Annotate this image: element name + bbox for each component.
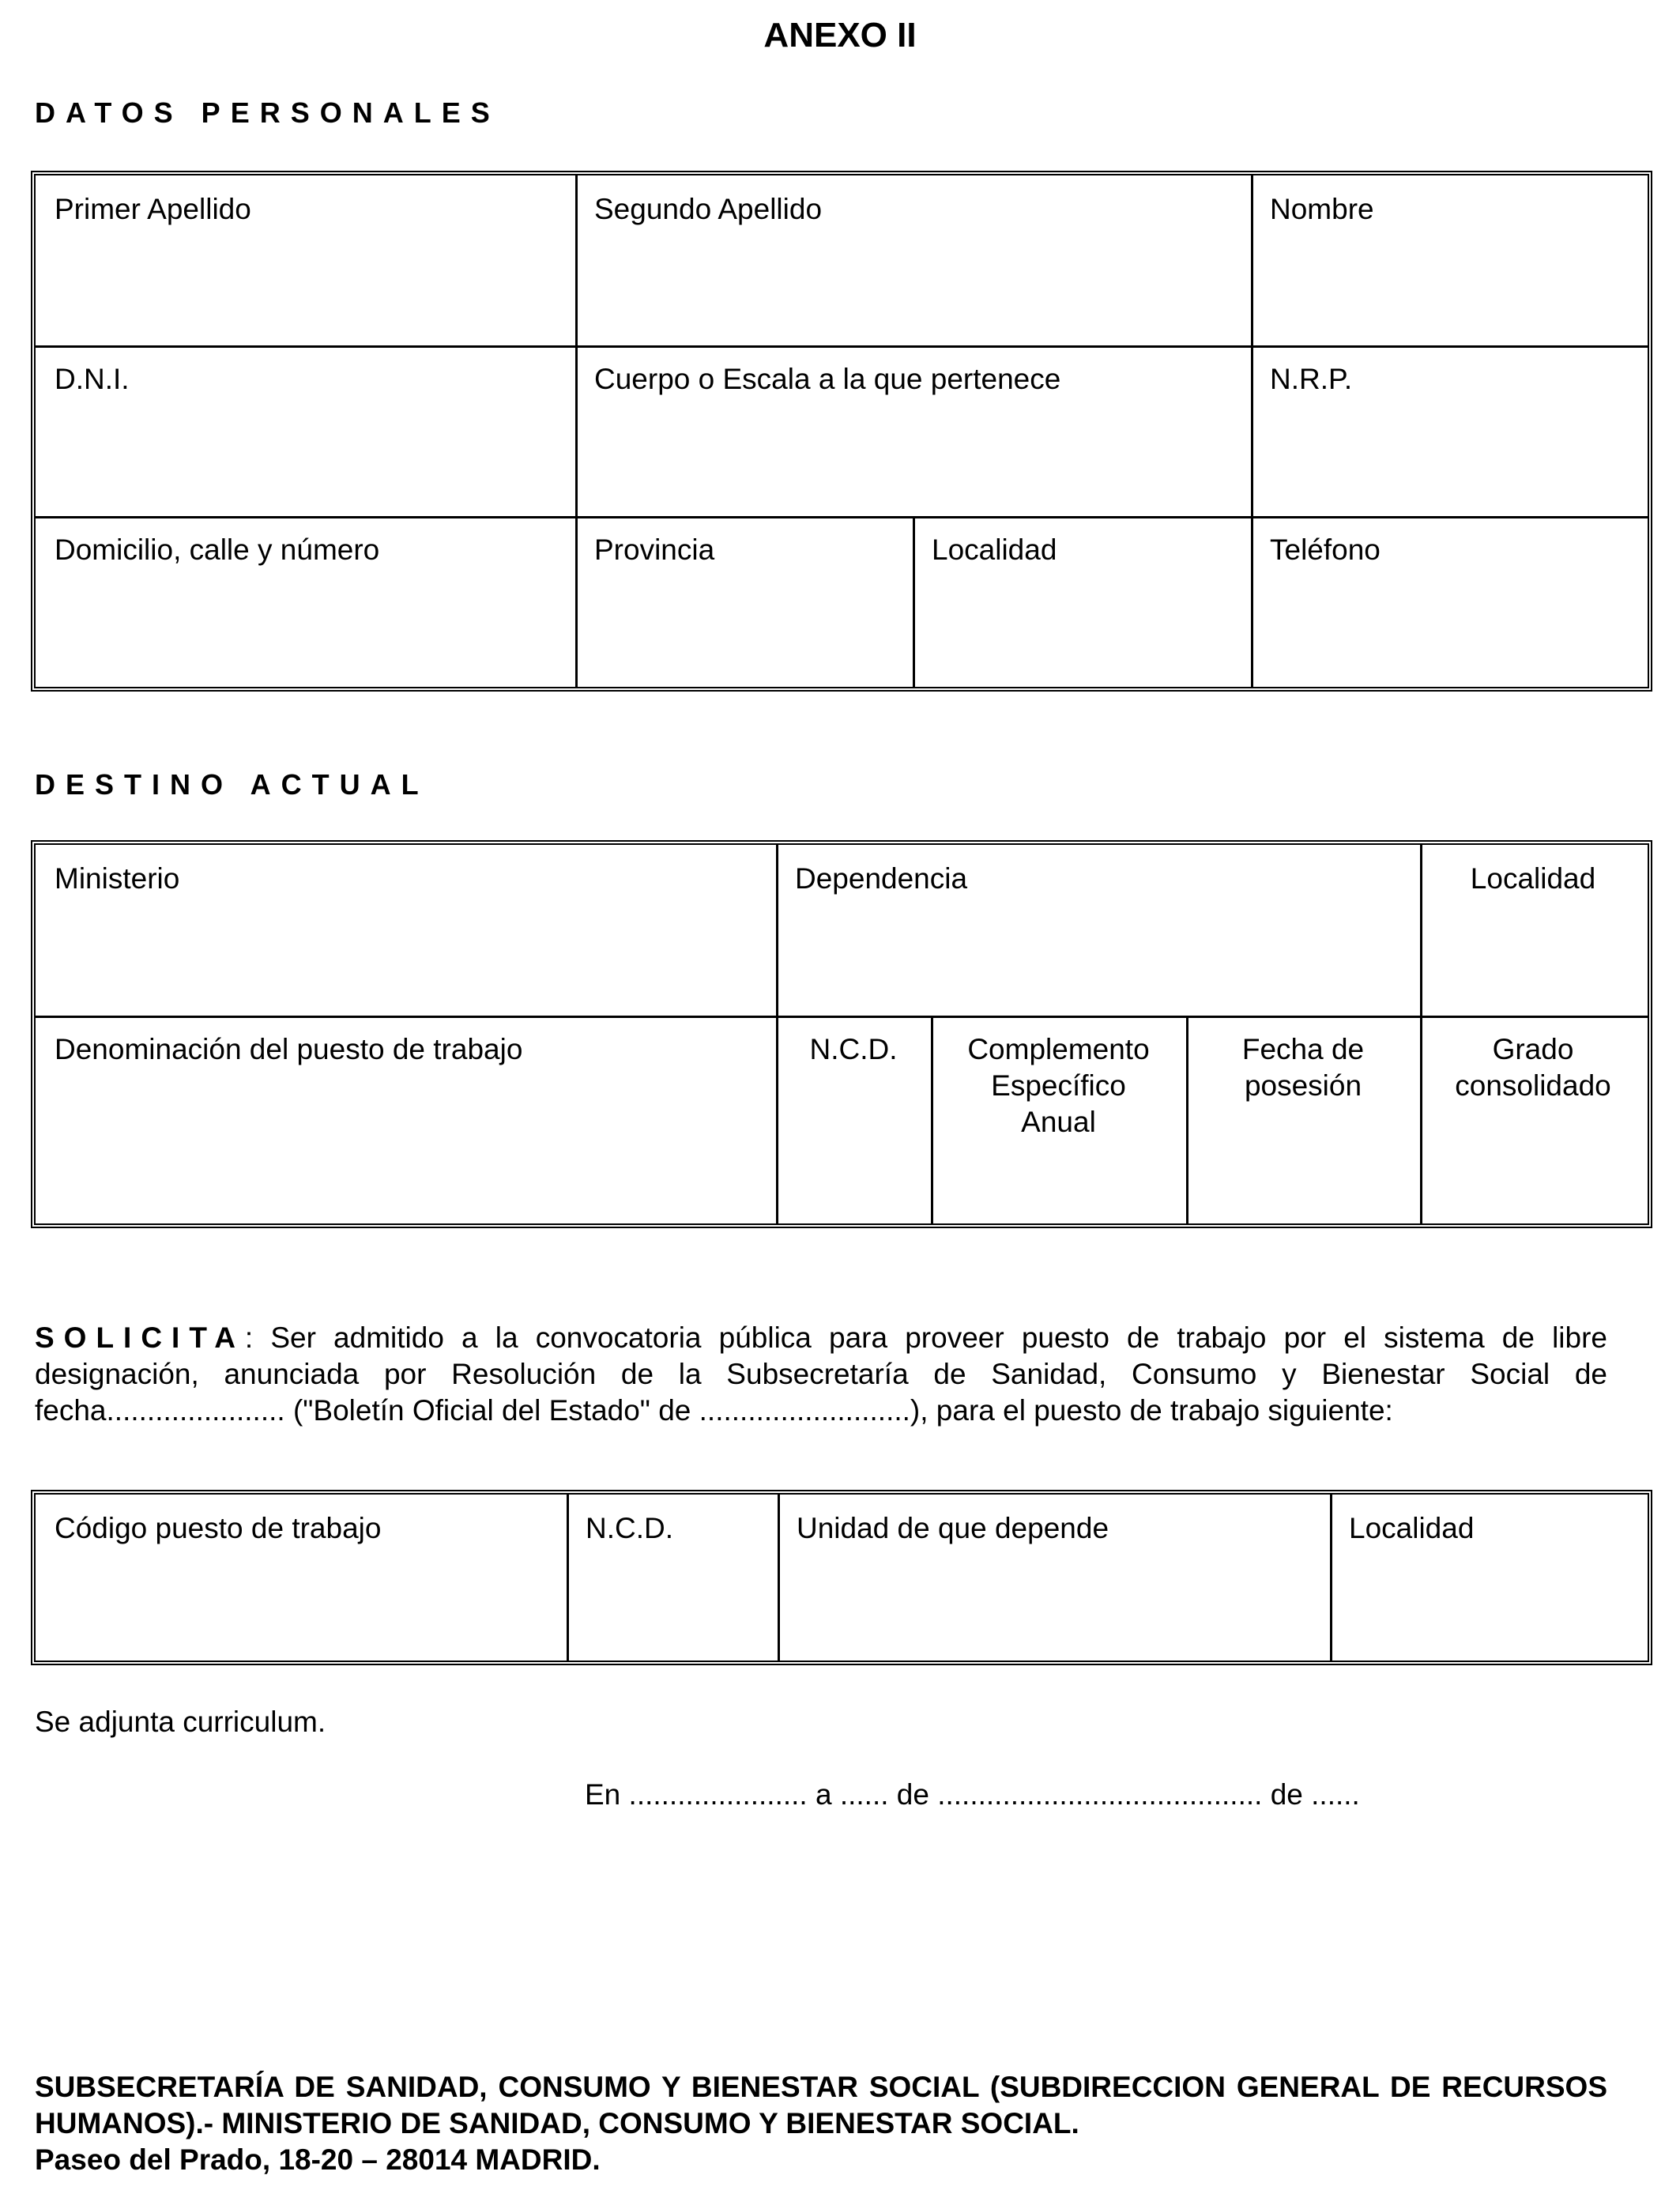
field-label: D.N.I.	[55, 363, 130, 395]
field-label: Teléfono	[1270, 533, 1381, 566]
field-codigo-puesto[interactable]	[36, 1495, 567, 1661]
field-provincia[interactable]	[575, 516, 913, 687]
field-label: Nombre	[1270, 193, 1374, 225]
field-ncd-puesto[interactable]	[567, 1495, 778, 1661]
field-label: Domicilio, calle y número	[55, 533, 380, 566]
page-title: ANEXO II	[763, 16, 917, 55]
footer-organismo: SUBSECRETARÍA DE SANIDAD, CONSUMO Y BIENESTAR SOCIAL (SUBDIRECCION GENERAL DE RECURSOS HUMANOS).- MINISTERIO DE SANIDAD, CONSUMO Y BIENESTAR SOCIAL.	[35, 2071, 1607, 2139]
field-segundo-apellido[interactable]	[575, 175, 1251, 345]
field-label: Localidad	[932, 533, 1057, 566]
field-telefono[interactable]	[1251, 516, 1646, 687]
field-unidad-depende[interactable]	[778, 1495, 1330, 1661]
field-label: Primer Apellido	[55, 193, 251, 225]
field-denominacion-puesto[interactable]	[36, 1016, 776, 1223]
destino-actual-table	[31, 840, 1652, 1228]
field-domicilio[interactable]	[36, 516, 575, 687]
field-ministerio[interactable]	[36, 845, 776, 1016]
field-nombre[interactable]	[1251, 175, 1646, 345]
field-label: Fecha de posesión	[1241, 1033, 1365, 1102]
field-dependencia[interactable]	[776, 845, 1420, 1016]
field-label: Complemento Específico Anual	[967, 1033, 1150, 1138]
footer-direccion: Paseo del Prado, 18-20 – 28014 MADRID.	[35, 2143, 601, 2176]
puesto-solicitado-table	[31, 1490, 1652, 1665]
solicita-keyword: SOLICITA	[35, 1321, 245, 1354]
adjunta-curriculum-text: Se adjunta curriculum.	[35, 1706, 326, 1738]
field-label: N.R.P.	[1270, 363, 1353, 395]
field-label: Denominación del puesto de trabajo	[55, 1033, 523, 1065]
field-grado-consolidado[interactable]	[1420, 1016, 1646, 1223]
field-cuerpo-escala[interactable]	[575, 345, 1251, 516]
footer-address	[35, 2069, 1607, 2178]
field-label: Ministerio	[55, 862, 180, 895]
field-label: Localidad	[1349, 1512, 1475, 1544]
solicita-text: : Ser admitido a la convocatoria pública para proveer puesto de trabajo por el sistema de libre designación, anunciada por Resolución de la Subsecretaría de Sanidad, Consumo y Bienestar Social de fecha...................... ("Boletín Oficial del Estado" de ..........................), para el puesto de trabajo siguiente:	[35, 1321, 1607, 1427]
field-label: Unidad de que depende	[797, 1512, 1109, 1544]
field-label: Código puesto de trabajo	[55, 1512, 382, 1544]
field-fecha-posesion[interactable]	[1186, 1016, 1420, 1223]
field-primer-apellido[interactable]	[36, 175, 575, 345]
datos-personales-table	[31, 171, 1652, 692]
field-label: Provincia	[594, 533, 715, 566]
field-label: Segundo Apellido	[594, 193, 823, 225]
section-heading-destino-actual: DESTINO ACTUAL	[35, 768, 429, 801]
field-localidad-puesto[interactable]	[1330, 1495, 1646, 1661]
field-dni[interactable]	[36, 345, 575, 516]
fecha-lugar-line: En ...................... a ...... de ........................................ de ......	[585, 1778, 1360, 1811]
field-localidad-destino[interactable]	[1420, 845, 1646, 1016]
field-label: Grado consolidado	[1455, 1033, 1611, 1102]
field-label: Dependencia	[795, 862, 968, 895]
field-label: N.C.D.	[809, 1033, 898, 1065]
field-label: Cuerpo o Escala a la que pertenece	[594, 363, 1061, 395]
field-label: N.C.D.	[586, 1512, 673, 1544]
field-label: Localidad	[1470, 862, 1596, 895]
field-localidad[interactable]	[913, 516, 1251, 687]
field-complemento-especifico[interactable]	[931, 1016, 1186, 1223]
field-ncd-destino[interactable]	[776, 1016, 931, 1223]
section-heading-datos-personales: DATOS PERSONALES	[35, 96, 500, 129]
field-nrp[interactable]	[1251, 345, 1646, 516]
solicita-paragraph	[35, 1320, 1607, 1429]
